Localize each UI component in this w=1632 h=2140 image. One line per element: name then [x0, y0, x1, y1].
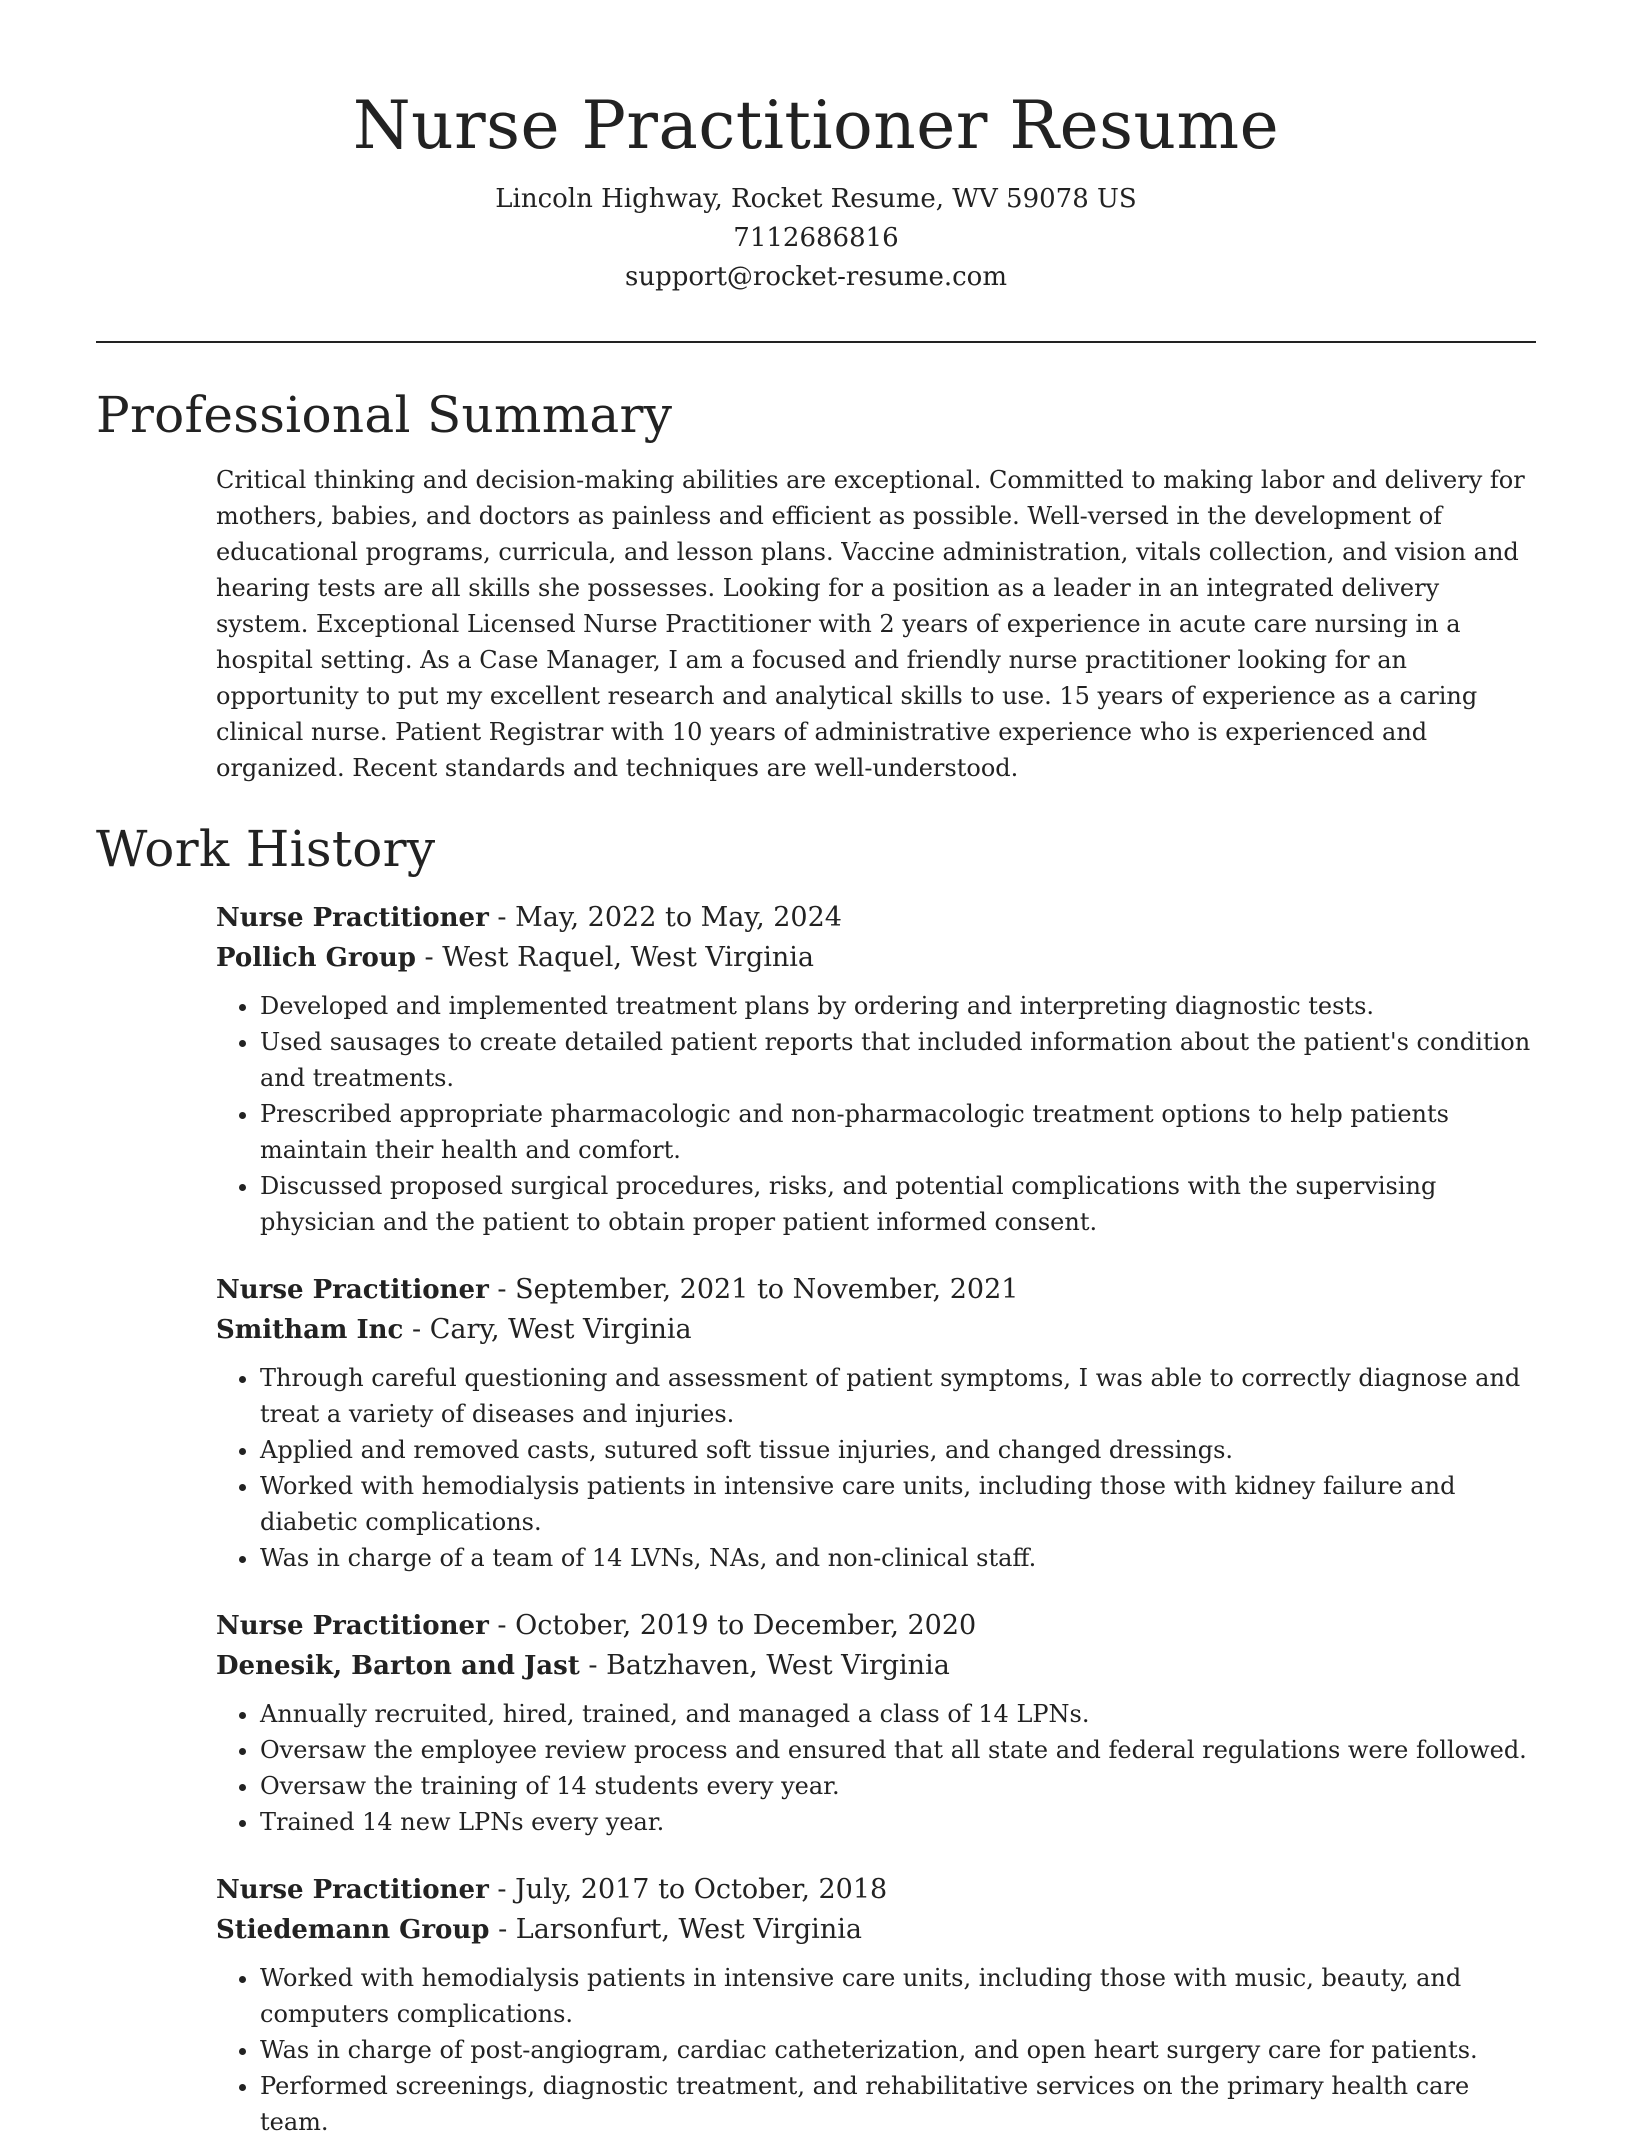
job-bullet-item: • Developed and implemented treatment plans by ordering and interpreting diagnostic tests.	[260, 988, 1536, 1024]
job-bullet-item: • Worked with hemodialysis patients in intensive care units, including those with music, beauty, and computers complications.	[260, 1960, 1536, 2032]
contact-block	[96, 180, 1536, 297]
job-location: Larsonfurt, West Virginia	[515, 1914, 862, 1945]
job-bullets	[216, 1360, 1536, 1576]
summary-section	[96, 380, 1536, 786]
job-bullet-item: • Annually recruited, hired, trained, and managed a class of 14 LPNs.	[260, 1696, 1536, 1732]
summary-text: Critical thinking and decision-making abilities are exceptional. Committed to making labor and delivery for mothers, babies, and doctors as painless and efficient as possible. Well-versed in the development of educational programs, curricula, and lesson plans. Vaccine administration, vitals collection, and vision and hearing tests are all skills she possesses. Looking for a position as a leader in an integrated delivery system. Exceptional Licensed Nurse Practitioner with 2 years of experience in acute care nursing in a hospital setting. As a Case Manager, I am a focused and friendly nurse practitioner looking for an opportunity to put my excellent research and analytical skills to use. 15 years of experience as a caring clinical nurse. Patient Registrar with 10 years of administrative experience who is experienced and organized. Recent standards and techniques are well-understood.	[216, 466, 1525, 782]
job-separator: -	[579, 1650, 607, 1681]
job-dates: May, 2022 to May, 2024	[515, 902, 842, 933]
job-bullets	[216, 988, 1536, 1240]
job-bullet-item: • Trained 14 new LPNs every year.	[260, 1804, 1536, 1840]
job-title-line	[216, 1270, 1536, 1310]
job-bullet-item: • Discussed proposed surgical procedures, risks, and potential complications with the supervising physician and the patient to obtain proper patient informed consent.	[260, 1168, 1536, 1240]
contact-phone: 7112686816	[733, 223, 899, 253]
job-title: Nurse Practitioner	[216, 1275, 489, 1305]
job-location: Cary, West Virginia	[429, 1314, 692, 1345]
job-list	[96, 898, 1536, 2140]
job-bullets	[216, 1696, 1536, 1840]
job-company-line	[216, 1310, 1536, 1350]
work-history-section	[96, 814, 1536, 2140]
resume-body	[96, 380, 1536, 2140]
header-divider	[96, 341, 1536, 343]
job-entry	[216, 1870, 1536, 2140]
resume-title: Nurse Practitioner Resume	[352, 87, 1280, 164]
contact-email: support@rocket-resume.com	[624, 262, 1007, 292]
job-bullet-item: • Used sausages to create detailed patient reports that included information about the patient's condition and treatments.	[260, 1024, 1536, 1096]
work-history-heading: Work History	[96, 820, 436, 878]
job-company-line	[216, 1910, 1536, 1950]
resume-header	[96, 82, 1536, 297]
job-separator: -	[489, 1914, 516, 1945]
job-bullet-item: • Was in charge of post-angiogram, cardiac catheterization, and open heart surgery care for patients.	[260, 2032, 1536, 2068]
job-company: Stiedemann Group	[216, 1915, 490, 1945]
job-separator: -	[488, 1610, 516, 1641]
job-location: Batzhaven, West Virginia	[606, 1650, 950, 1681]
job-separator: -	[488, 1274, 516, 1305]
job-company: Smitham Inc	[216, 1315, 404, 1345]
job-company: Denesik, Barton and Jast	[216, 1651, 580, 1681]
job-entry	[216, 898, 1536, 1240]
job-company-line	[216, 1646, 1536, 1686]
job-bullet-item: • Prescribed appropriate pharmacologic and non-pharmacologic treatment options to help patients maintain their health and comfort.	[260, 1096, 1536, 1168]
summary-heading: Professional Summary	[96, 386, 673, 444]
job-dates: September, 2021 to November, 2021	[515, 1274, 1019, 1305]
job-title: Nurse Practitioner	[216, 1875, 489, 1905]
job-title-line	[216, 898, 1536, 938]
job-title-line	[216, 1870, 1536, 1910]
job-location: West Raquel, West Virginia	[442, 942, 814, 973]
job-bullet-item: • Applied and removed casts, sutured soft tissue injuries, and changed dressings.	[260, 1432, 1536, 1468]
job-separator: -	[488, 902, 516, 933]
job-title: Nurse Practitioner	[216, 1611, 489, 1641]
job-bullet-item: • Was in charge of a team of 14 LVNs, NAs, and non-clinical staff.	[260, 1540, 1536, 1576]
job-entry	[216, 1270, 1536, 1576]
job-bullet-item: • Performed screenings, diagnostic treatment, and rehabilitative services on the primary health care team.	[260, 2068, 1536, 2140]
job-separator: -	[488, 1874, 516, 1905]
job-dates: October, 2019 to December, 2020	[515, 1610, 977, 1641]
job-title-line	[216, 1606, 1536, 1646]
job-dates: July, 2017 to October, 2018	[515, 1874, 888, 1905]
job-company-line	[216, 938, 1536, 978]
job-bullet-item: • Worked with hemodialysis patients in intensive care units, including those with kidney failure and diabetic complications.	[260, 1468, 1536, 1540]
job-entry	[216, 1606, 1536, 1840]
job-bullet-item: • Oversaw the training of 14 students every year.	[260, 1768, 1536, 1804]
job-company: Pollich Group	[216, 943, 416, 973]
job-separator: -	[403, 1314, 430, 1345]
contact-address: Lincoln Highway, Rocket Resume, WV 59078 US	[495, 184, 1137, 214]
job-separator: -	[415, 942, 443, 973]
job-bullet-item: • Through careful questioning and assessment of patient symptoms, I was able to correctly diagnose and treat a variety of diseases and injuries.	[260, 1360, 1536, 1432]
job-bullet-item: • Oversaw the employee review process and ensured that all state and federal regulations were followed.	[260, 1732, 1536, 1768]
job-bullets	[216, 1960, 1536, 2140]
job-title: Nurse Practitioner	[216, 903, 489, 933]
